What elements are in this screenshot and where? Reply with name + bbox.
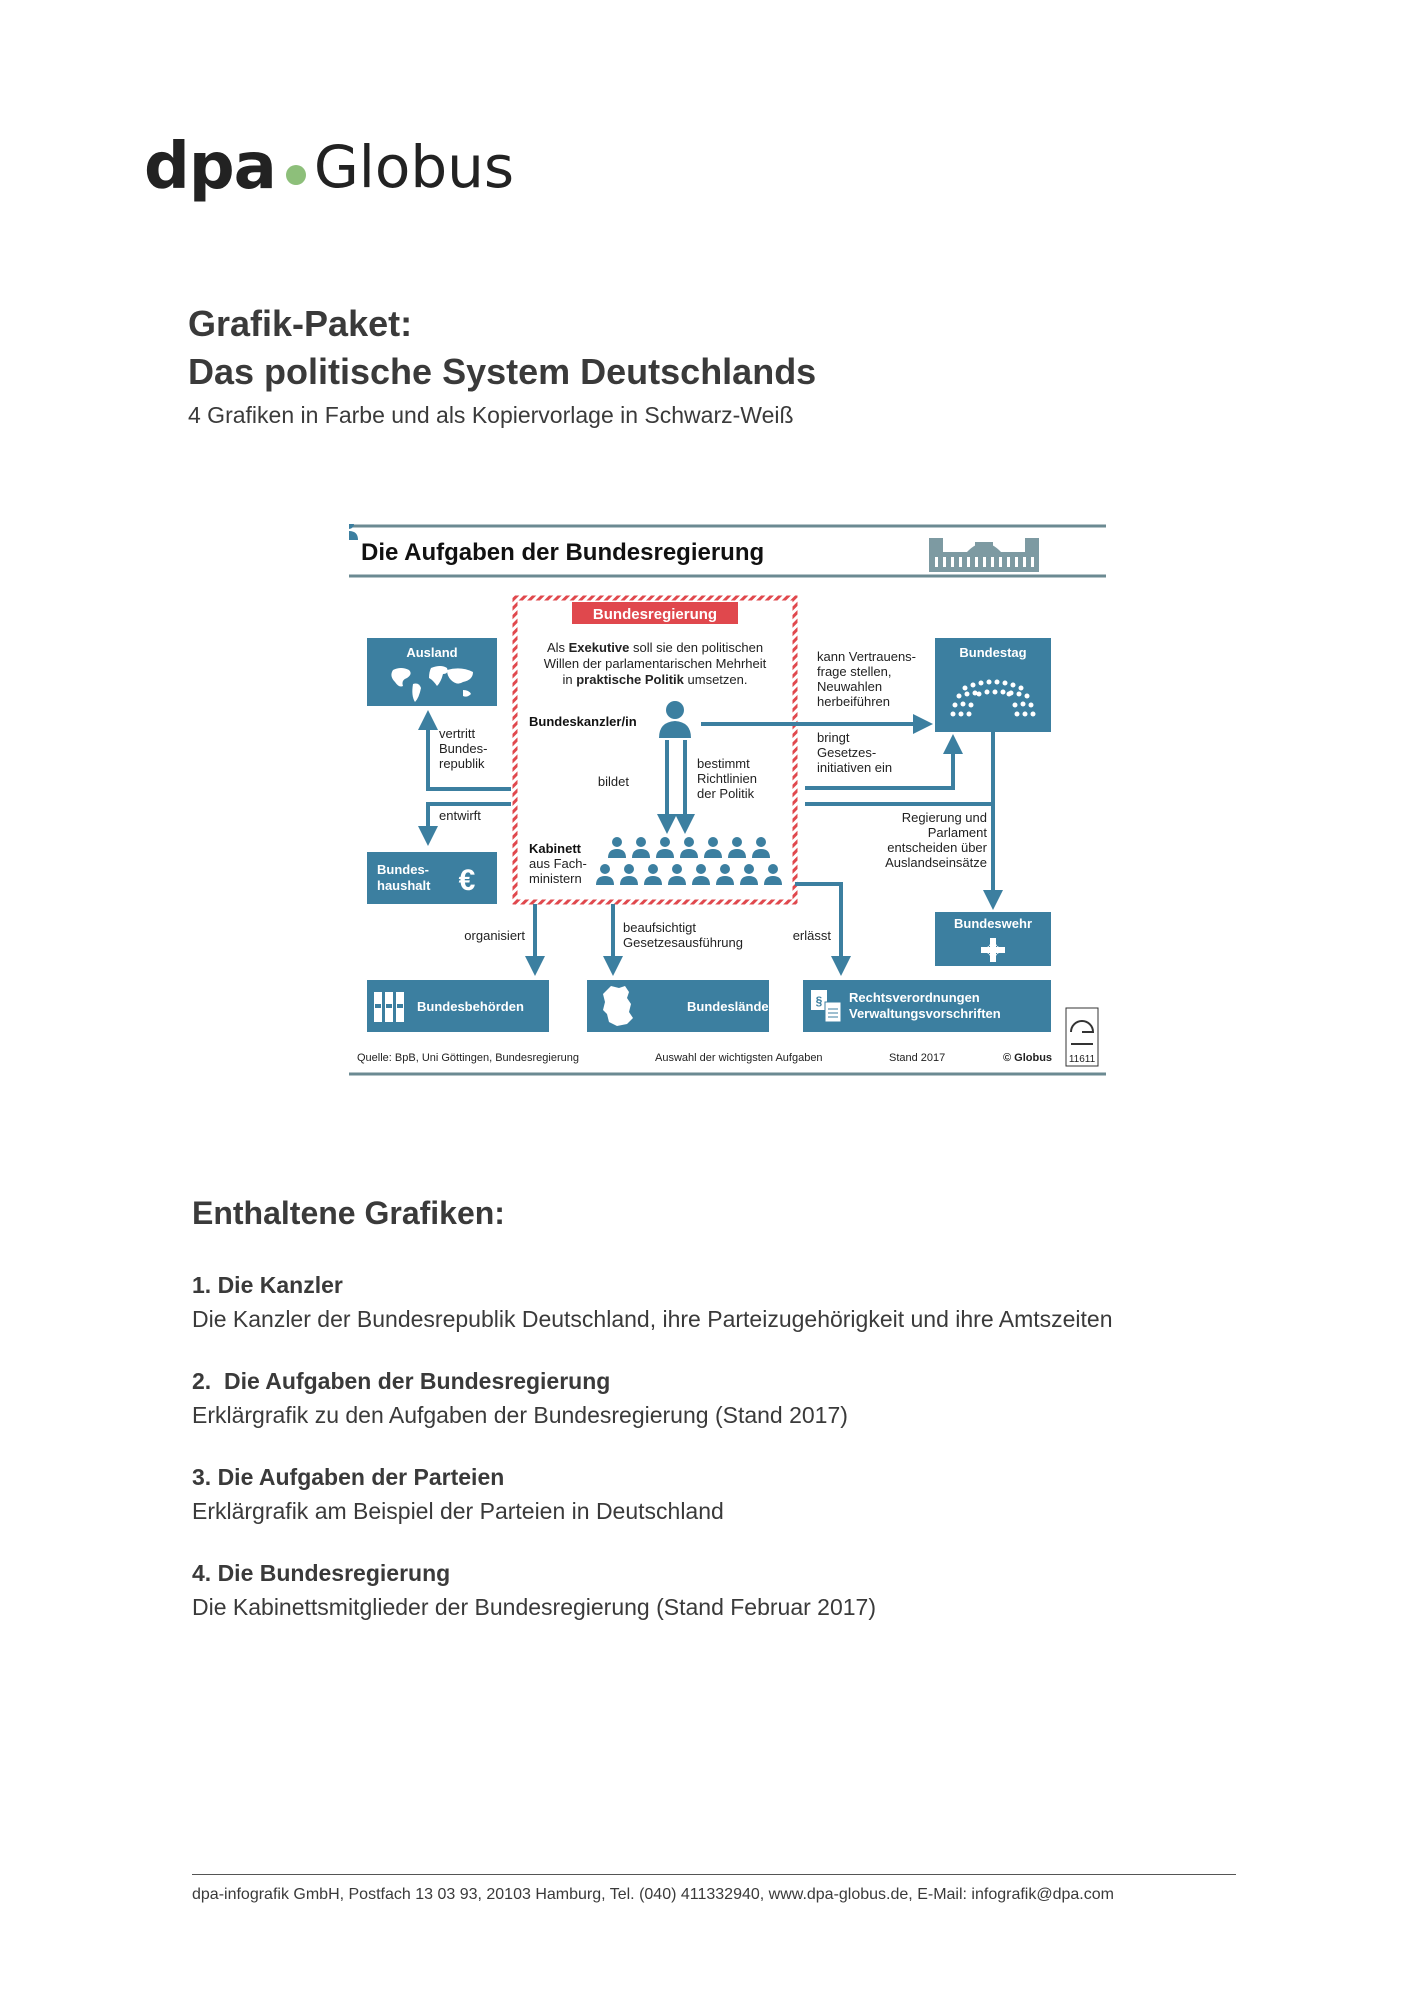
cabinet-line1: Kabinett [529,841,581,856]
bundesbehoerden-box [367,980,549,1032]
files-icon [374,992,404,1022]
haushalt-line2: haushalt [377,878,431,893]
source-label: Quelle: BpB, Uni Göttingen, Bundesregierung [357,1052,579,1064]
euro-icon: € [458,864,476,897]
contents-item-heading: 2. Die Aufgaben der Bundesregierung [192,1368,611,1394]
selection-label: Auswahl der wichtigsten Aufgaben [655,1052,823,1064]
auslandseinsatz-line2: Parlament [927,825,987,840]
vertrauen-line4: herbeiführen [817,694,890,709]
cabinet-line3: ministern [529,871,582,886]
beaufsichtigt-line1: beaufsichtigt [623,920,696,935]
erlaesst-label: erlässt [792,928,831,943]
laender-label: Bundesländer [687,999,774,1014]
ausland-label: Ausland [406,645,458,660]
page-header [188,300,1288,429]
globus-number: 11611 [1068,1054,1096,1065]
contents-section [192,1195,1342,1652]
vertritt-line2: Bundes- [439,741,488,756]
logo-name: Globus [313,133,515,201]
stand-label: Stand 2017 [889,1052,946,1064]
footer-contact: dpa-infografik GmbH, Postfach 13 03 93, 20103 Hamburg, Tel. (040) 411332940, www.dpa-globus.de, E-Mail: infografik@dpa.com [192,1886,1114,1903]
bundeswehr-label: Bundeswehr [953,916,1033,931]
contents-item-description: Erklärgrafik am Beispiel der Parteien in Deutschland [192,1498,724,1524]
contents-item [192,1364,1342,1432]
bundestag-label: Bundestag [959,645,1027,660]
contents-item [192,1556,1342,1624]
reichstag-icon [929,538,1039,572]
contents-item-heading: 4. Die Bundesregierung [192,1560,451,1586]
rechtsverordnungen-line1: Rechtsverordnungen [849,990,980,1005]
contents-item-heading: 1. Die Kanzler [192,1272,343,1298]
page-title-line1: Grafik-Paket: [188,303,413,344]
contents-item-description: Erklärgrafik zu den Aufgaben der Bundesregierung (Stand 2017) [192,1402,848,1428]
vertritt-line1: vertritt [439,726,476,741]
organisiert-label: organisiert [464,928,525,943]
bildet-label: bildet [597,774,629,789]
infographic-aufgaben-bundesregierung [349,524,1106,1077]
behoerden-label: Bundesbehörden [417,999,524,1014]
contents-title: Enthaltene Grafiken: [192,1195,505,1231]
bestimmt-line3: der Politik [697,786,755,801]
cabinet-line2: aus Fach- [529,856,587,871]
bestimmt-line1: bestimmt [697,756,750,771]
contents-item-description: Die Kanzler der Bundesrepublik Deutschland, ihre Parteizugehörigkeit und ihre Amtszeiten [192,1306,1113,1332]
bundeslaender-box [587,980,774,1032]
page-subtitle: 4 Grafiken in Farbe und als Kopiervorlage in Schwarz-Weiß [188,402,794,428]
exec-text-line1: Als Exekutive soll sie den politischen [546,640,764,655]
bringt-line3: initiativen ein [817,760,893,775]
contents-item [192,1268,1342,1336]
haushalt-line1: Bundes- [377,862,429,877]
exec-text-line2: Willen der parlamentarischen Mehrheit [543,656,767,671]
page-title-line2: Das politische System Deutschlands [188,351,817,392]
vertritt-line3: republik [439,756,485,771]
auslandseinsatz-line3: entscheiden über [887,840,987,855]
logo-dot [286,165,306,185]
chancellor-label: Bundeskanzler/in [529,714,637,729]
auslandseinsatz-line4: Auslandseinsätze [885,855,987,870]
bundesregierung-label: Bundesregierung [592,606,718,623]
dpa-globus-logo [144,122,514,212]
contents-item [192,1460,1342,1528]
contents-item-description: Die Kabinettsmitglieder der Bundesregierung (Stand Februar 2017) [192,1594,877,1620]
bundesregierung-frame [349,524,795,902]
infographic-title: Die Aufgaben der Bundesregierung [361,539,765,566]
copyright-label: © Globus [1003,1052,1053,1064]
bringt-line1: bringt [817,730,850,745]
bundestag-box [935,638,1051,732]
vertrauen-line3: Neuwahlen [817,679,883,694]
auslandseinsatz-line1: Regierung und [901,810,987,825]
rechtsverordnungen-box [803,980,1051,1032]
footer-divider [192,1874,1236,1875]
globus-badge [1066,1008,1098,1066]
bestimmt-line2: Richtlinien [697,771,757,786]
bundeshaushalt-box [367,852,497,904]
beaufsichtigt-line2: Gesetzesausführung [623,935,743,950]
entwirft-label: entwirft [439,808,481,823]
bringt-line2: Gesetzes- [817,745,877,760]
svg-text:§: § [815,994,823,1008]
logo-brand: dpa [144,130,276,204]
chancellor-icon [659,701,691,738]
exec-text-line3: in praktische Politik umsetzen. [562,672,748,687]
vertrauen-line1: kann Vertrauens- [817,649,917,664]
rechtsverordnungen-line2: Verwaltungsvorschriften [849,1006,1001,1021]
bundeswehr-box [935,912,1051,966]
vertrauen-line2: frage stellen, [817,664,892,679]
ausland-box [367,638,497,706]
contents-item-heading: 3. Die Aufgaben der Parteien [192,1464,505,1490]
